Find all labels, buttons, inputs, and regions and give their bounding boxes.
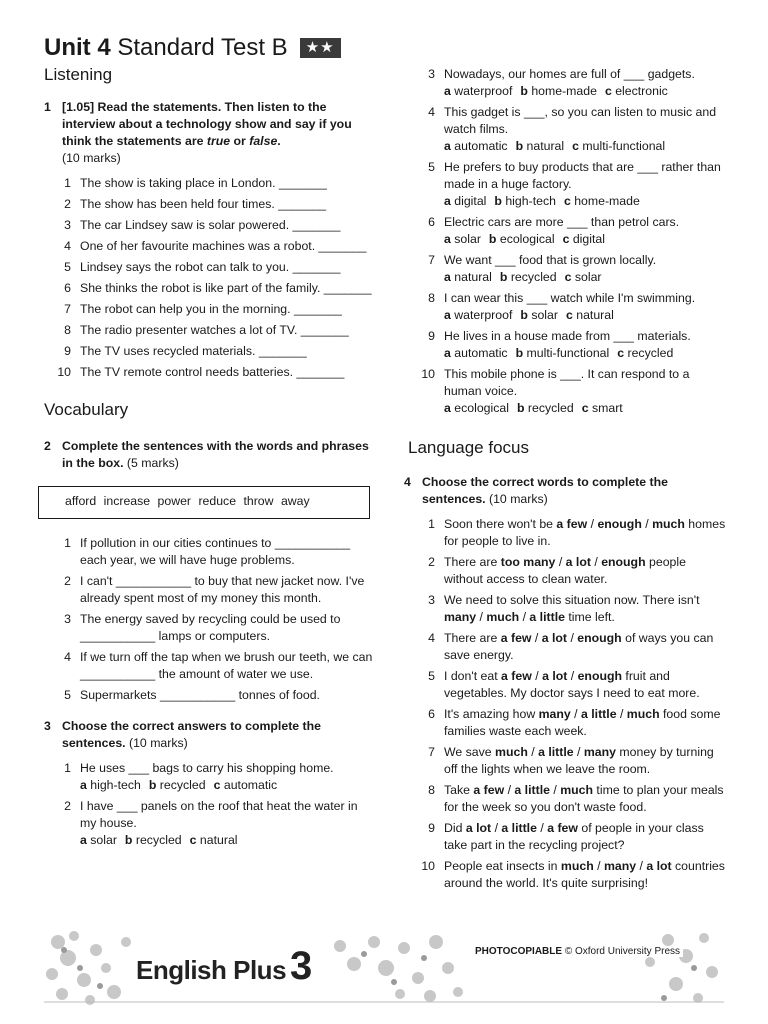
word-choice-sentence: [408, 668, 728, 702]
option-a: a digital: [444, 194, 487, 208]
answer-options: [444, 307, 728, 324]
question-number: 3: [64, 612, 71, 626]
question-number: 7: [428, 745, 435, 759]
photocopiable-notice: PHOTOCOPIABLE © Oxford University Press: [472, 946, 683, 957]
listening-statement: [44, 280, 374, 297]
left-column: [44, 66, 374, 853]
question-number: 10: [421, 859, 435, 873]
option-a: a automatic: [444, 346, 508, 360]
question-number: 2: [428, 555, 435, 569]
question-number: 10: [57, 365, 71, 379]
answer-options: [444, 269, 728, 286]
listening-statement: [44, 301, 374, 318]
question-text: One of her favourite machines was a robot. _______: [80, 239, 367, 253]
question-text: The show has been held four times. _______: [80, 197, 327, 211]
question-text: We save much / a little / many money by turning off the lights when we leave the room.: [444, 745, 714, 776]
question-number: 5: [428, 669, 435, 683]
word-choice-sentence: [408, 630, 728, 664]
option-a: a waterproof: [444, 84, 513, 98]
option-c: c electronic: [604, 84, 668, 98]
question-number: 3: [64, 218, 71, 232]
question-number: 4: [64, 650, 71, 664]
question-number: 8: [428, 291, 435, 305]
footer: [44, 928, 724, 1006]
question-text: If pollution in our cities continues to ___________ each year, we will have huge problems.: [80, 536, 351, 567]
word-choice-sentence: [408, 858, 728, 892]
question-text: She thinks the robot is like part of the family. _______: [80, 281, 372, 295]
option-a: a automatic: [444, 139, 508, 153]
question-number: 1: [64, 176, 71, 190]
question-text: Supermarkets ___________ tonnes of food.: [80, 688, 320, 702]
task-3-sentences-part-1: [44, 760, 374, 849]
question-stem: This mobile phone is ___. It can respond to a human voice.: [444, 367, 690, 398]
question-text: [444, 290, 728, 324]
answer-options: [444, 83, 728, 100]
option-a: a solar: [80, 833, 117, 847]
listening-statement: [44, 364, 374, 381]
question-number: 3: [428, 67, 435, 81]
vocabulary-title: Vocabulary: [44, 400, 129, 419]
answer-options: [80, 832, 374, 849]
question-text: The radio presenter watches a lot of TV. _______: [80, 323, 349, 337]
option-c: c home-made: [563, 194, 640, 208]
question-text: Lindsey says the robot can talk to you. _______: [80, 260, 341, 274]
option-a: a ecological: [444, 401, 509, 415]
gap-fill-sentence: [44, 573, 374, 607]
task-2-instruction: 2 Complete the sentences with the words and phrases in the box. (5 marks): [44, 439, 369, 470]
answer-options: [444, 231, 728, 248]
question-text: [444, 66, 728, 100]
listening-title: Listening: [44, 65, 113, 84]
unit-label: Unit 4: [44, 34, 111, 61]
question-number: 6: [428, 215, 435, 229]
task-3-instruction: 3 Choose the correct answers to complete the sentences. (10 marks): [44, 719, 321, 750]
question-number: 9: [64, 344, 71, 358]
listening-statement: [44, 322, 374, 339]
marks-label: (10 marks): [62, 151, 121, 165]
page-title: [44, 34, 288, 62]
question-text: Soon there won't be a few / enough / much homes for people to live in.: [444, 517, 726, 548]
word-choice-sentence: [408, 782, 728, 816]
gap-fill-sentence: [44, 687, 374, 704]
task-3-sentences-part-2: [408, 66, 728, 417]
option-b: b solar: [520, 308, 558, 322]
gap-fill-sentence: [44, 535, 374, 569]
question-stem: I can wear this ___ watch while I'm swimming.: [444, 291, 696, 305]
question-number: 5: [428, 160, 435, 174]
multiple-choice-question: [408, 66, 728, 100]
word-choice-sentence: [408, 592, 728, 626]
option-c: c automatic: [213, 778, 278, 792]
option-c: c natural: [189, 833, 238, 847]
question-stem: I have ___ panels on the roof that heat the water in my house.: [80, 799, 358, 830]
option-a: a high-tech: [80, 778, 141, 792]
question-number: 9: [428, 821, 435, 835]
listening-statement: [44, 217, 374, 234]
question-text: The energy saved by recycling could be used to ___________ lamps or computers.: [80, 612, 341, 643]
question-text: [80, 760, 374, 794]
question-number: 7: [64, 302, 71, 316]
question-text: [444, 214, 728, 248]
answer-options: [444, 345, 728, 362]
option-b: b ecological: [488, 232, 555, 246]
question-text: If we turn off the tap when we brush our teeth, we can ___________ the amount of water we use.: [80, 650, 373, 681]
question-number: 8: [64, 323, 71, 337]
listening-statement: [44, 259, 374, 276]
option-c: c smart: [581, 401, 623, 415]
question-stem: Electric cars are more ___ than petrol cars.: [444, 215, 680, 229]
question-number: 3: [428, 593, 435, 607]
option-b: b recycled: [516, 401, 574, 415]
listening-statement: [44, 175, 374, 192]
multiple-choice-question: [44, 798, 374, 849]
brand-logo: English Plus 3: [132, 944, 316, 989]
question-number: 2: [64, 197, 71, 211]
word-choice-sentence: [408, 516, 728, 550]
word-choice-sentence: [408, 554, 728, 588]
question-text: The car Lindsey saw is solar powered. _______: [80, 218, 341, 232]
listening-statements: [44, 175, 374, 381]
question-stem: He prefers to buy products that are ___ rather than made in a huge factory.: [444, 160, 721, 191]
question-text: [444, 252, 728, 286]
option-b: b recycled: [148, 778, 206, 792]
question-number: 1: [64, 761, 71, 775]
option-a: a natural: [444, 270, 492, 284]
option-b: b recycled: [124, 833, 182, 847]
listening-statement: [44, 343, 374, 360]
word-choice-sentence: [408, 706, 728, 740]
option-b: b recycled: [499, 270, 557, 284]
option-c: c digital: [562, 232, 605, 246]
question-text: Take a few / a little / much time to plan your meals for the week so you don't waste food.: [444, 783, 724, 814]
page-header: [44, 34, 341, 62]
option-a: a waterproof: [444, 308, 513, 322]
answer-options: [444, 193, 728, 210]
option-b: b natural: [515, 139, 565, 153]
question-text: [444, 104, 728, 155]
gap-fill-sentence: [44, 611, 374, 645]
difficulty-stars-badge: ★★: [300, 38, 341, 58]
question-number: 6: [428, 707, 435, 721]
question-number: 1: [64, 536, 71, 550]
question-number: 7: [428, 253, 435, 267]
right-column: [404, 66, 728, 896]
question-stem: He uses ___ bags to carry his shopping home.: [80, 761, 334, 775]
multiple-choice-question: [408, 214, 728, 248]
question-number: 8: [428, 783, 435, 797]
option-b: b home-made: [520, 84, 597, 98]
question-text: There are a few / a lot / enough of ways you can save energy.: [444, 631, 714, 662]
question-text: There are too many / a lot / enough people without access to clean water.: [444, 555, 686, 586]
option-c: c natural: [565, 308, 614, 322]
question-number: 2: [64, 574, 71, 588]
question-text: [444, 328, 728, 362]
question-number: 4: [428, 631, 435, 645]
question-number: 5: [64, 688, 71, 702]
option-b: b multi-functional: [515, 346, 610, 360]
question-number: 5: [64, 260, 71, 274]
question-number: 9: [428, 329, 435, 343]
option-c: c multi-functional: [572, 139, 666, 153]
task-number: 1: [44, 100, 51, 114]
answer-options: [444, 400, 728, 417]
task-4-instruction: 4 Choose the correct words to complete the sentences. (10 marks): [404, 475, 668, 506]
question-number: 4: [428, 105, 435, 119]
question-stem: This gadget is ___, so you can listen to music and watch films.: [444, 105, 717, 136]
word-choice-sentence: [408, 744, 728, 778]
multiple-choice-question: [408, 366, 728, 417]
option-b: b high-tech: [494, 194, 556, 208]
option-c: c recycled: [617, 346, 674, 360]
answer-options: [444, 138, 728, 155]
question-stem: He lives in a house made from ___ materials.: [444, 329, 691, 343]
task-2-sentences: [44, 535, 374, 704]
option-c: c solar: [564, 270, 602, 284]
language-focus-title: Language focus: [408, 438, 529, 457]
question-number: 1: [428, 517, 435, 531]
word-box: afford increase power reduce throw away: [38, 486, 370, 519]
test-title: Standard Test B: [117, 34, 288, 61]
question-text: The TV remote control needs batteries. _______: [80, 365, 345, 379]
question-text: The robot can help you in the morning. _______: [80, 302, 342, 316]
multiple-choice-question: [408, 252, 728, 286]
question-text: People eat insects in much / many / a lot countries around the world. It's quite surprising!: [444, 859, 725, 890]
task-1-instruction: 1 [1.05] Read the statements. Then listen to the interview about a technology show and say if you think the statements are true or false. (10 marks): [44, 100, 352, 165]
listening-statement: [44, 238, 374, 255]
question-text: I can't ___________ to buy that new jacket now. I've already spent most of my money this month.: [80, 574, 365, 605]
answer-options: [80, 777, 374, 794]
question-stem: Nowadays, our homes are full of ___ gadgets.: [444, 67, 695, 81]
question-text: [80, 798, 374, 849]
question-text: It's amazing how many / a little / much food some families waste each week.: [444, 707, 721, 738]
question-number: 10: [421, 367, 435, 381]
question-stem: We want ___ food that is grown locally.: [444, 253, 657, 267]
word-choice-sentence: [408, 820, 728, 854]
question-text: [444, 366, 728, 417]
question-text: We need to solve this situation now. There isn't many / much / a little time left.: [444, 593, 700, 624]
question-text: The show is taking place in London. _______: [80, 176, 327, 190]
option-a: a solar: [444, 232, 481, 246]
multiple-choice-question: [44, 760, 374, 794]
task-4-sentences: [408, 516, 728, 892]
question-text: [444, 159, 728, 210]
gap-fill-sentence: [44, 649, 374, 683]
multiple-choice-question: [408, 328, 728, 362]
question-text: Did a lot / a little / a few of people in your class take part in the recycling project?: [444, 821, 704, 852]
question-number: 6: [64, 281, 71, 295]
question-text: I don't eat a few / a lot / enough fruit and vegetables. My doctor says I need to eat more.: [444, 669, 700, 700]
question-text: The TV uses recycled materials. _______: [80, 344, 307, 358]
question-number: 2: [64, 799, 71, 813]
multiple-choice-question: [408, 159, 728, 210]
multiple-choice-question: [408, 104, 728, 155]
question-number: 4: [64, 239, 71, 253]
multiple-choice-question: [408, 290, 728, 324]
listening-statement: [44, 196, 374, 213]
